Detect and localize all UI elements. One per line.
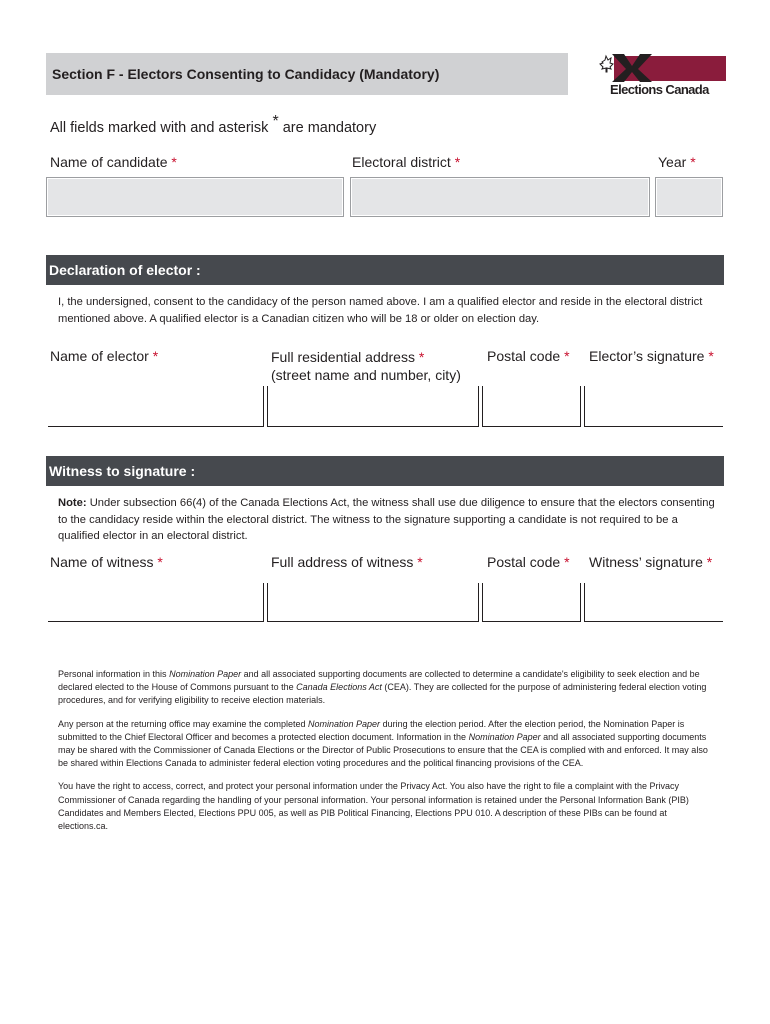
elector-name-label: Name of elector * [50, 348, 159, 364]
mandatory-suffix: are mandatory [282, 120, 377, 136]
witness-postal-label: Postal code * [487, 554, 570, 570]
witness-postal-field[interactable] [483, 583, 580, 623]
separator [580, 386, 581, 427]
logo-mark-icon [598, 52, 726, 82]
witness-postal-line [482, 621, 580, 622]
witness-signature-line [584, 621, 723, 622]
elector-address-line [267, 426, 478, 427]
elector-address-label: Full residential address * (street name and number, city) [271, 349, 461, 383]
declaration-title: Declaration of elector : [49, 262, 201, 278]
mandatory-note [50, 113, 377, 137]
elector-postal-line [482, 426, 580, 427]
elector-signature-line [584, 426, 723, 427]
separator [263, 583, 264, 622]
witness-signature-field[interactable] [585, 583, 723, 623]
section-header [46, 53, 568, 95]
declaration-bar [46, 255, 724, 285]
separator [478, 583, 479, 622]
privacy-notice [58, 668, 716, 843]
witness-note-text: Under subsection 66(4) of the Canada Elections Act, the witness shall use due diligence to ensure that the electors consenting to the candidacy reside within the electoral district. The witness to the signature supporting a candidate is not required to be a qualified elector in an electoral district. [58, 497, 715, 542]
elector-address-field[interactable] [268, 386, 478, 428]
year-label: Year * [658, 154, 696, 170]
separator [580, 583, 581, 622]
elector-postal-label: Postal code * [487, 348, 570, 364]
witness-note-bold: Note: [58, 497, 87, 509]
witness-signature-label: Witness’ signature * [589, 554, 713, 570]
privacy-paragraph-1: Personal information in this Nomination Paper and all associated supporting documents are collected to determine a candidate's eligibility to seek election and be declared elected to the House of Commons pursuant to the Canada Elections Act (CEA). They are collected for the purpose of administering federal election voting procedures, and for verifying eligibility to receive election materials. [58, 669, 707, 706]
section-title: Section F - Electors Consenting to Candidacy (Mandatory) [52, 66, 440, 82]
declaration-text: I, the undersigned, consent to the candidacy of the person named above. I am a qualified elector and reside in the electoral district mentioned above. A qualified elector is a Canadian citizen who will be 18 or older on election day. [58, 296, 703, 325]
elector-name-line [48, 426, 263, 427]
electoral-district-label: Electoral district * [352, 154, 461, 170]
privacy-paragraph-2: Any person at the returning office may examine the completed Nomination Paper during the election period. After the election period, the Nomination Paper is submitted to the Chief Electoral Officer and becomes a protected election document. Information in the Nomination Paper and all associated supporting documents may be shared with the Commissioner of Canada Elections or the Director of Public Prosecutions to ensure that the CEA is complied with and enforced. It may also be shared within Elections Canada to administer federal election voting procedures and the political financing provisions of the CEA. [58, 718, 708, 769]
mandatory-star: * [272, 113, 279, 130]
elector-signature-field[interactable] [585, 386, 723, 428]
year-input[interactable] [655, 177, 723, 217]
witness-name-label: Name of witness * [50, 554, 163, 570]
separator [263, 386, 264, 427]
witness-address-field[interactable] [268, 583, 478, 623]
witness-name-field[interactable] [48, 583, 264, 623]
witness-title: Witness to signature : [49, 463, 196, 479]
elections-canada-logo [598, 52, 726, 98]
mandatory-note-text: All fields marked with and asterisk [50, 120, 269, 136]
candidate-name-input[interactable] [46, 177, 344, 217]
logo-text: Elections Canada [610, 82, 709, 97]
witness-address-label: Full address of witness * [271, 554, 423, 570]
candidate-name-label: Name of candidate * [50, 154, 177, 170]
witness-address-line [267, 621, 478, 622]
privacy-paragraph-3: You have the right to access, correct, and protect your personal information under the Privacy Act. You also have the right to file a complaint with the Privacy Commissioner of Canada regarding the handling of your personal information. Your personal information is retained under the Personal Information Bank (PIB) Candidates and Members Elected, Elections PPU 005, as well as PIB Political Financing, Elections PPU 010. A description of these PIBs can be found at elections.ca. [58, 781, 689, 832]
witness-name-line [48, 621, 263, 622]
witness-note [58, 495, 718, 545]
elector-postal-field[interactable] [483, 386, 580, 428]
elector-signature-label: Elector’s signature * [589, 348, 714, 364]
witness-bar [46, 456, 724, 486]
elector-address-sublabel: (street name and number, city) [271, 367, 461, 383]
separator [478, 386, 479, 427]
elector-name-field[interactable] [48, 386, 264, 428]
electoral-district-input[interactable] [350, 177, 650, 217]
